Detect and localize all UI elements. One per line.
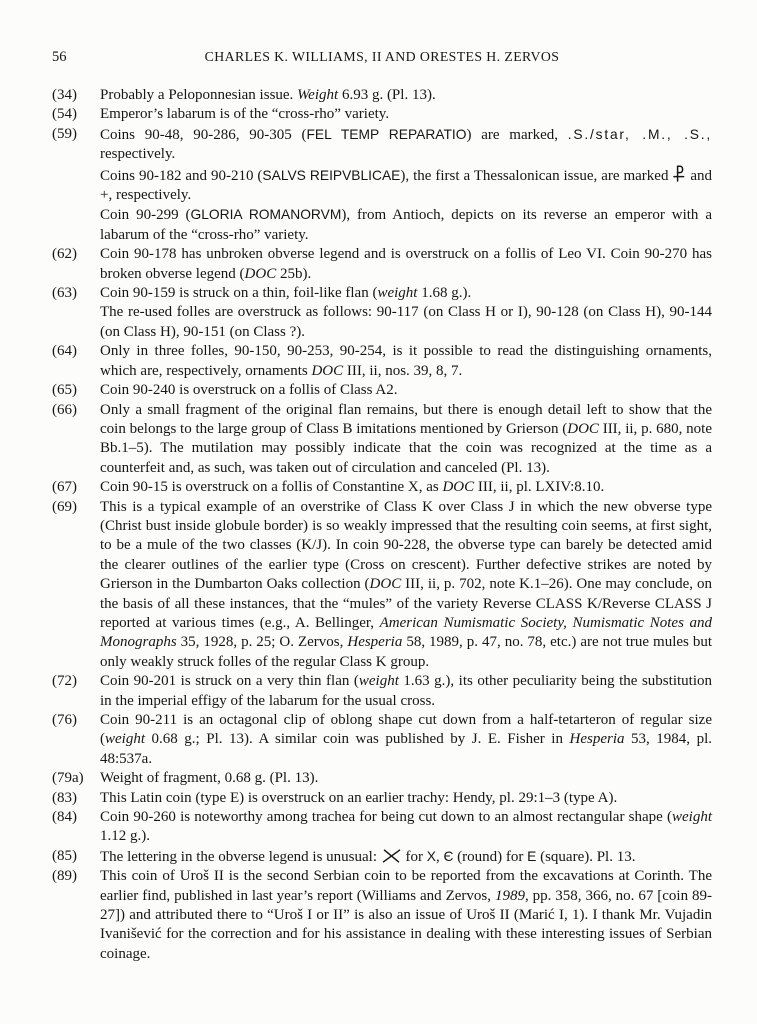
note	[52, 401, 712, 479]
note-paragraph	[100, 711, 712, 769]
text-segment: Only a small fragment of the original flan remains, but there is enough detail left to show that the coin belongs to the large group of Class B imitations mentioned by Grierson (	[100, 401, 712, 437]
note-number: (72)	[52, 673, 77, 690]
note-body	[100, 125, 712, 245]
running-header	[52, 49, 712, 67]
text-segment: Coin 90-211 is an octagonal clip of oblong shape cut down from a half-tetarteron of regular size (	[100, 712, 712, 748]
note-paragraph	[100, 769, 712, 788]
note-body	[100, 867, 712, 964]
text-segment: III, ii, p. 702, note K.1–26). One may conclude, on the basis of all these instances, that the “mules” of the variety Reverse CLASS K/Reverse CLASS J reported at various times (e.g., A. Bellinger,	[100, 576, 712, 631]
note-paragraph	[100, 478, 712, 497]
note-body	[100, 478, 712, 497]
text-segment: E	[527, 848, 537, 864]
note-body	[100, 808, 712, 847]
text-segment: 1.63 g.), its other peculiarity being the substitution in the imperial effigy of the labarum for the usual cross.	[100, 673, 712, 709]
note-body	[100, 711, 712, 769]
note-body	[100, 672, 712, 711]
note-body	[100, 789, 712, 808]
note-paragraph	[100, 672, 712, 711]
text-segment: Emperor’s labarum is of the “cross-rho” variety.	[100, 106, 390, 123]
text-segment: This Latin coin (type E) is overstruck on an earlier trachy: Hendy, pl. 29:1–3 (type A).	[100, 789, 618, 806]
text-segment: DOC	[442, 479, 475, 496]
note-paragraph	[100, 498, 712, 673]
text-segment: respectively.	[100, 146, 176, 163]
text-segment: III, ii, pl. LXIV:8.10.	[474, 479, 605, 496]
text-segment: 53, 1984, pl. 48:537a.	[100, 731, 712, 767]
notes-list	[52, 86, 712, 964]
note-number: (62)	[52, 246, 77, 263]
text-segment: Coin 90-178 has unbroken obverse legend and is overstruck on a follis of Leo VI. Coin 90-270 has broken obverse legend (	[100, 246, 712, 282]
text-segment: DOC	[567, 420, 599, 437]
text-segment: Coin 90-201 is struck on a very thin flan (	[100, 673, 359, 690]
text-segment: GLORIA ROMANORVM	[190, 207, 342, 223]
note-number: (67)	[52, 479, 77, 496]
note-number: (34)	[52, 87, 77, 103]
text-segment: Hesperia	[347, 634, 403, 651]
text-segment: ), from Antioch, depicts on its reverse an emperor with a labarum of the “cross-rho” variety.	[100, 207, 712, 243]
text-segment: ,	[435, 848, 444, 865]
note	[52, 789, 712, 808]
text-segment: .S./star, .M., .S.,	[567, 126, 712, 142]
text-segment: 0.68 g.; Pl. 13). A similar coin was published by J. E. Fisher in	[145, 731, 570, 748]
text-segment: Hesperia	[569, 731, 625, 748]
note-body	[100, 847, 712, 867]
note-body	[100, 401, 712, 479]
note-paragraph	[100, 165, 712, 206]
text-segment: 1.12 g.).	[100, 828, 150, 845]
note-number: (54)	[52, 106, 77, 123]
text-segment: 1.68 g.).	[417, 285, 472, 302]
text-segment: The lettering in the obverse legend is unusual:	[100, 848, 381, 865]
text-segment: Weight	[297, 87, 339, 103]
text-segment: (square). Pl. 13.	[536, 848, 636, 865]
note	[52, 672, 712, 711]
note-body	[100, 769, 712, 788]
note	[52, 808, 712, 847]
text-segment: Coin 90-159 is struck on a thin, foil-like flan (	[100, 285, 378, 302]
text-segment: Coins 90-182 and 90-210 (	[100, 167, 263, 184]
text-segment: Probably a Peloponnesian issue.	[100, 87, 298, 103]
note-number: (59)	[52, 125, 77, 142]
note-number: (83)	[52, 789, 77, 806]
note	[52, 284, 712, 342]
note-paragraph	[100, 381, 712, 400]
text-segment: SALVS REIPVBLICAE	[262, 167, 401, 183]
text-segment: 6.93 g. (Pl. 13).	[338, 87, 436, 103]
text-segment: Coins 90-48, 90-286, 90-305 (	[100, 126, 307, 143]
note-paragraph	[100, 245, 712, 284]
text-segment: X	[426, 848, 436, 864]
note-paragraph	[100, 105, 712, 124]
note-body	[100, 381, 712, 400]
text-segment: American Numismatic Society, Numismatic Notes and Monographs	[100, 614, 712, 651]
text-segment: weight	[358, 673, 399, 690]
text-segment: III, ii, p. 680, note Bb.1–5). The mutilation may possibly indicate that the coin was recognized at the time as a counterfeit and, as such, was taken out of circulation and canceled (Pl. 13).	[100, 420, 712, 476]
note-paragraph	[100, 847, 712, 867]
text-segment: , pp. 358, 366, no. 67 [coin 89-27]) and attributed there to “Uroš I or II” is also an issue of Uroš II (Marić I, 1). I thank Mr. Vujadin Ivanišević for the correction and for his assistance in dealing with these interesting issues of Serbian coinage.	[100, 887, 712, 962]
note	[52, 86, 712, 105]
text-segment: FEL TEMP REPARATIO	[306, 126, 467, 142]
text-segment: ) are marked,	[466, 126, 568, 143]
note-paragraph	[100, 808, 712, 847]
text-segment: Coin 90-15 is overstruck on a follis of Constantine X, as	[100, 479, 443, 496]
page-number: 56	[52, 49, 67, 65]
note-paragraph	[100, 342, 712, 381]
note-body	[100, 342, 712, 381]
text-segment: weight	[105, 731, 145, 748]
note	[52, 769, 712, 788]
note-number: (69)	[52, 498, 77, 515]
note-number: (64)	[52, 343, 77, 360]
text-segment: Є	[443, 848, 454, 864]
note-paragraph	[100, 867, 712, 964]
text-segment: weight	[672, 809, 712, 826]
text-segment: Only in three folles, 90-150, 90-253, 90-254, is it possible to read the distinguishing ornaments, which are, respectively, ornaments	[100, 343, 712, 379]
text-segment: Coin 90-240 is overstruck on a follis of Class A2.	[100, 382, 398, 399]
text-segment: 25b).	[276, 265, 312, 282]
note-number: (79a)	[52, 770, 84, 787]
note-paragraph	[100, 401, 712, 479]
unusual-chi-icon	[382, 849, 401, 863]
text-segment: 58, 1989, p. 47, no. 78, etc.) are not true mules but only weakly struck folles of the regular Class K group.	[100, 634, 712, 670]
text-segment: for	[405, 848, 427, 865]
note-paragraph	[100, 86, 712, 105]
text-segment: Weight of fragment, 0.68 g. (Pl. 13).	[100, 770, 319, 787]
text-segment: Coin 90-299 (	[100, 207, 191, 224]
text-segment: weight	[377, 285, 418, 302]
note-paragraph	[100, 789, 712, 808]
text-segment: ), the first a Thessalonican issue, are marked	[400, 167, 673, 184]
note	[52, 105, 712, 124]
text-segment: DOC	[311, 362, 344, 379]
staurogram-icon	[673, 165, 685, 182]
text-segment: DOC	[244, 265, 277, 282]
note-number: (63)	[52, 285, 77, 302]
note	[52, 847, 712, 867]
note	[52, 711, 712, 769]
note-body	[100, 498, 712, 673]
text-segment: (round) for	[453, 848, 528, 865]
note-number: (89)	[52, 868, 77, 885]
note	[52, 381, 712, 400]
note-number: (76)	[52, 712, 77, 728]
note-paragraph	[100, 284, 712, 303]
note-paragraph	[100, 303, 712, 342]
note-number: (65)	[52, 382, 77, 399]
text-segment: III, ii, nos. 39, 8, 7.	[343, 362, 463, 379]
text-segment: and +, respectively.	[100, 167, 713, 204]
note	[52, 867, 712, 964]
running-title: CHARLES K. WILLIAMS, II AND ORESTES H. ZERVOS	[204, 49, 560, 64]
text-segment: DOC	[369, 576, 402, 593]
note-body	[100, 284, 712, 342]
text-segment: 1989	[494, 887, 525, 904]
note	[52, 342, 712, 381]
note-body	[100, 245, 712, 284]
note	[52, 478, 712, 497]
text-segment: This coin of Uroš II is the second Serbian coin to be reported from the excavations at Corinth. The earlier find, published in last year’s report (Williams and Zervos,	[100, 868, 712, 904]
text-segment: This is a typical example of an overstrike of Class K over Class J in which the new obverse type (Christ bust inside globule border) is so weakly impressed that the resulting coin seems, at first sight, to be a mule of the two classes (K/J). In coin 90-228, the obverse type can barely be detected amid the clearer outlines of the earlier type (Cross on crescent). Further defective strikes are noted by Grierson in the Dumbarton Oaks collection (	[100, 498, 712, 593]
text-segment: Coin 90-260 is noteworthy among trachea for being cut down to an almost rectangular shape (	[100, 809, 672, 826]
text-segment: 35, 1928, p. 25; O. Zervos,	[176, 634, 348, 651]
note-body	[100, 86, 712, 105]
note	[52, 498, 712, 673]
note	[52, 245, 712, 284]
note-number: (66)	[52, 401, 77, 418]
note-number: (85)	[52, 847, 77, 864]
note	[52, 125, 712, 245]
note-body	[100, 105, 712, 124]
note-paragraph	[100, 205, 712, 245]
note-paragraph	[100, 125, 712, 165]
note-number: (84)	[52, 809, 77, 826]
text-segment: The re-used folles are overstruck as follows: 90-117 (on Class H or I), 90-128 (on Class H), 90-144 (on Class H), 90-151 (on Class ?).	[100, 304, 712, 340]
